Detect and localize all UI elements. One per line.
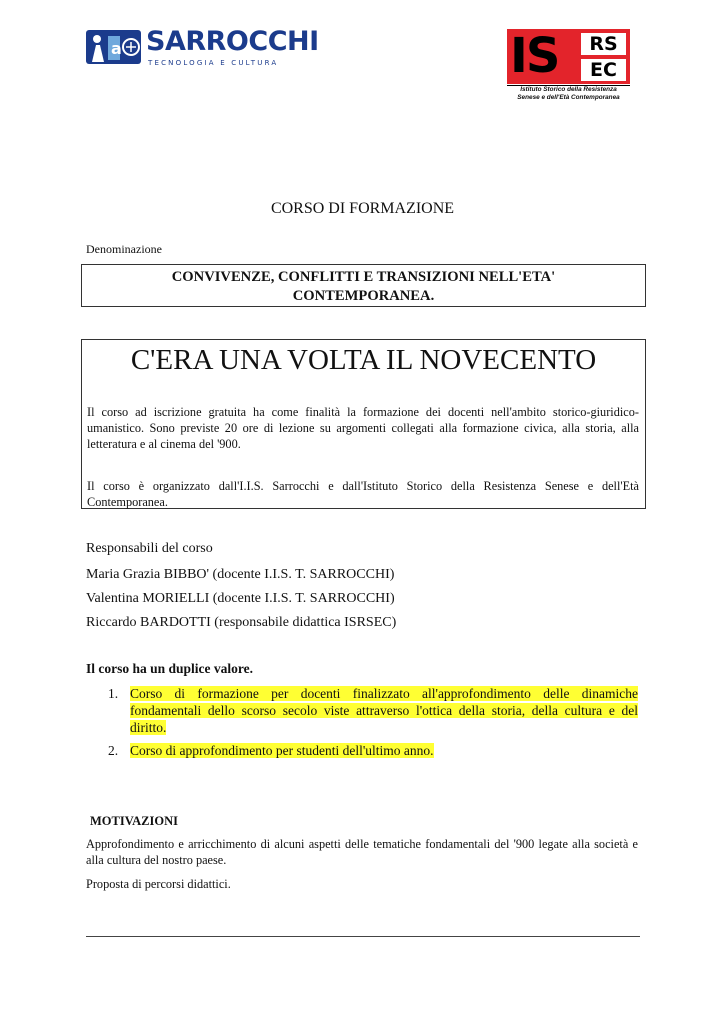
list-item-number: 2. (108, 743, 119, 758)
course-organization: Il corso è organizzato dall'I.I.S. Sarrocchi e dall'Istituto Storico della Resistenza Senese e dell'Età Contemporanea. (87, 479, 639, 509)
responsabile-item: Maria Grazia BIBBO' (docente I.I.S. T. SARROCCHI) (86, 567, 395, 582)
list-item (86, 685, 638, 736)
svg-text:a: a (111, 39, 122, 58)
course-label: CORSO DI FORMAZIONE (270, 200, 455, 217)
motivazioni-title: MOTIVAZIONI (90, 814, 178, 828)
main-title: C'ERA UNA VOLTA IL NOVECENTO (130, 344, 597, 376)
denominazione-label: Denominazione (86, 242, 162, 256)
denomination-box (81, 264, 646, 307)
list-item (86, 742, 638, 759)
denomination-line-1: CONVIVENZE, CONFLITTI E TRANSIZIONI NELL'ETA' (171, 269, 556, 285)
responsabili-title: Responsabili del corso (86, 541, 213, 556)
valore-title: Il corso ha un duplice valore. (86, 661, 254, 676)
list-item-number: 1. (108, 686, 119, 701)
list-item-text: Corso di formazione per docenti finalizzato all'approfondimento delle dinamiche fondamentali dello scorso secolo viste attraverso l'ottica della storia, della cultura e del diritto. (130, 686, 638, 735)
sarrocchi-wordmark: SARROCCHI (146, 26, 319, 57)
isrsec-is-letters: IS (510, 28, 559, 84)
main-course-box (81, 339, 646, 509)
motivazioni-paragraph: Proposta di percorsi didattici. (86, 877, 231, 891)
sarrocchi-emblem-icon (86, 30, 141, 64)
footer-divider (86, 936, 640, 937)
responsabile-item: Valentina MORIELLI (docente I.I.S. T. SARROCCHI) (86, 591, 395, 606)
isrsec-caption-line-1: Istituto Storico della Resistenza (520, 86, 617, 93)
valore-list (86, 685, 638, 765)
isrsec-rs-box: RS (581, 33, 626, 55)
motivazioni-paragraph: Approfondimento e arricchimento di alcuni aspetti delle tematiche fondamentali del '900 legate alla società e alla cultura del nostro paese. (86, 837, 638, 867)
denomination-line-2: CONTEMPORANEA. (292, 288, 435, 304)
isrsec-caption (507, 85, 630, 102)
denomination-title (82, 265, 645, 306)
sarrocchi-logo (86, 26, 319, 72)
course-description: Il corso ad iscrizione gratuita ha come finalità la formazione dei docenti nell'ambito storico-giuridico-umanistico. Sono previste 20 ore di lezione su argomenti collegati alla formazione civica, alla storia, alla letteratura e al cinema del '900. (87, 405, 639, 451)
sarrocchi-tagline: TECNOLOGIA E CULTURA (148, 59, 279, 67)
isrsec-ec-box: EC (581, 59, 626, 81)
isrsec-red-block (507, 29, 630, 84)
list-item-text: Corso di approfondimento per studenti dell'ultimo anno. (130, 743, 434, 758)
isrsec-logo (507, 29, 630, 103)
isrsec-caption-line-2: Senese e dell'Età Contemporanea (517, 94, 620, 101)
responsabile-item: Riccardo BARDOTTI (responsabile didattica ISRSEC) (86, 615, 397, 630)
